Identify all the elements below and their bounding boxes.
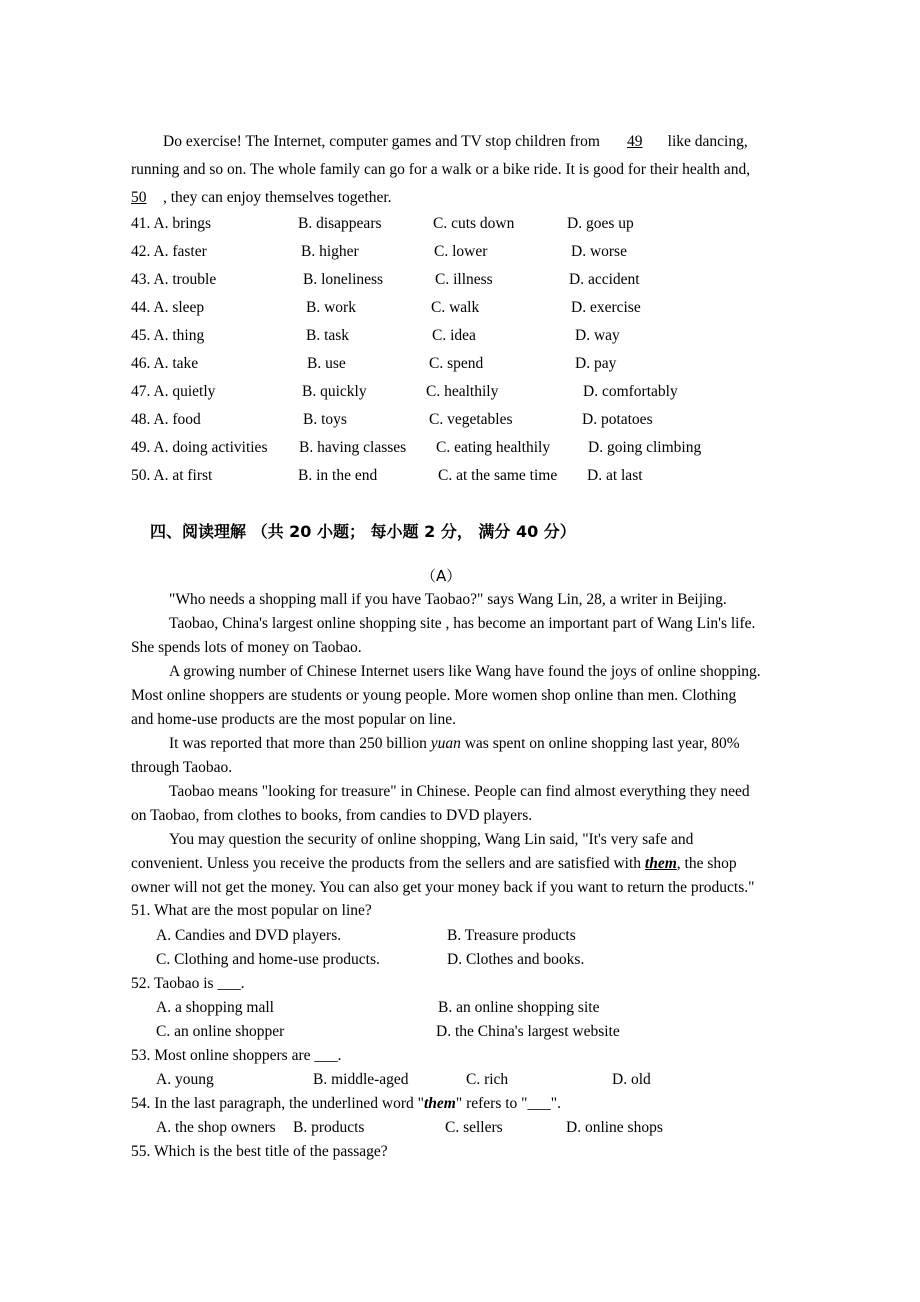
passage-text: It was reported that more than 250 billion [169,735,427,752]
passage-text: convenient. Unless you receive the products from the sellers and are satisfied with [131,855,642,872]
q52-d: D. the China's largest website [436,1023,620,1040]
q54-b: B. products [293,1119,365,1136]
q51-d: D. Clothes and books. [447,951,585,968]
section-heading: 四、阅读理解 （共 20 小题； 每小题 2 分， 满分 40 分） [150,522,576,541]
q53-stem: 53. Most online shoppers are ___. [131,1047,342,1064]
q48-d: D. potatoes [582,411,653,428]
q46-d: D. pay [575,355,617,372]
q51-c: C. Clothing and home-use products. [156,951,380,968]
passage-line: Taobao, China's largest online shopping site , has become an important part of Wang Lin's life. [169,615,756,632]
q50-a: 50. A. at first [131,467,213,484]
passage-line: You may question the security of online shopping, Wang Lin said, "It's very safe and [169,831,694,848]
q50-d: D. at last [587,467,643,484]
q43-c: C. illness [435,271,493,288]
q41-d: D. goes up [567,215,634,232]
passage-line: through Taobao. [131,759,233,776]
q53-d: D. old [612,1071,651,1088]
underlined-word-them: them [644,855,677,872]
q52-b: B. an online shopping site [438,999,600,1016]
passage-line [131,852,796,876]
q44-a: 44. A. sleep [131,299,205,316]
q41-a: 41. A. brings [131,215,212,232]
q42-a: 42. A. faster [131,243,207,260]
passage-text: was spent on online shopping last year, 80% [464,735,740,752]
blank-49: 49 [627,133,643,150]
q52-a: A. a shopping mall [156,999,274,1016]
passage-a [131,588,796,900]
cloze-line-3 [131,187,392,209]
q49-c: C. eating healthily [436,439,551,456]
q54-them-word: them [424,1095,456,1112]
passage-line [131,732,796,756]
passage-line: and home-use products are the most popular on line. [131,711,456,728]
q54-stem-text: 54. In the last paragraph, the underlined word " [131,1095,424,1112]
q49-a: 49. A. doing activities [131,439,268,456]
passage-line: She spends lots of money on Taobao. [131,639,362,656]
q47-a: 47. A. quietly [131,383,216,400]
passage-line: Taobao means "looking for treasure" in Chinese. People can find almost everything they need [169,783,750,800]
passage-line: "Who needs a shopping mall if you have Taobao?" says Wang Lin, 28, a writer in Beijing. [169,591,727,608]
cloze-line-1 [163,131,748,153]
cloze-text: like dancing, [667,133,748,150]
cloze-text: running and so on. The whole family can go for a walk or a bike ride. It is good for their health and, [131,161,751,178]
q49-b: B. having classes [299,439,407,456]
q53-c: C. rich [466,1071,509,1088]
passage-line: Most online shoppers are students or young people. More women shop online than men. Clothing [131,687,737,704]
q49-d: D. going climbing [588,439,702,456]
blank-50: 50 [131,189,147,206]
q53-a: A. young [156,1071,214,1088]
q42-d: D. worse [571,243,627,260]
q43-d: D. accident [569,271,640,288]
q55-stem: 55. Which is the best title of the passage? [131,1143,388,1160]
passage-text: , the shop [676,855,737,872]
q46-c: C. spend [429,355,484,372]
q51-a: A. Candies and DVD players. [156,927,342,944]
q51-stem: 51. What are the most popular on line? [131,902,372,919]
q50-b: B. in the end [298,467,378,484]
q44-c: C. walk [431,299,480,316]
cloze-text: Do exercise! The Internet, computer games and TV stop children from [163,133,600,150]
q48-c: C. vegetables [429,411,513,428]
passage-line: owner will not get the money. You can also get your money back if you want to return the products." [131,879,755,896]
q53-b: B. middle-aged [313,1071,409,1088]
q43-b: B. loneliness [303,271,384,288]
q54-stem [131,1095,561,1113]
q47-b: B. quickly [302,383,367,400]
q48-b: B. toys [303,411,347,428]
q45-d: D. way [575,327,620,344]
q54-c: C. sellers [445,1119,503,1136]
q46-a: 46. A. take [131,355,199,372]
q52-stem: 52. Taobao is ___. [131,975,245,992]
q47-d: D. comfortably [583,383,678,400]
q44-d: D. exercise [571,299,641,316]
q43-a: 43. A. trouble [131,271,217,288]
q44-b: B. work [306,299,356,316]
q54-d: D. online shops [566,1119,663,1136]
q54-stem-text: " refers to "___". [455,1095,561,1112]
passage-line: A growing number of Chinese Internet users like Wang have found the joys of online shopping. [169,663,761,680]
passage-line: on Taobao, from clothes to books, from candies to DVD players. [131,807,533,824]
q48-a: 48. A. food [131,411,201,428]
q45-c: C. idea [432,327,476,344]
q42-c: C. lower [434,243,488,260]
q41-c: C. cuts down [433,215,515,232]
passage-label: （A） [421,567,462,585]
q47-c: C. healthily [426,383,499,400]
q41-b: B. disappears [298,215,382,232]
q46-b: B. use [307,355,346,372]
yuan-word: yuan [430,735,461,752]
cloze-text: , they can enjoy themselves together. [163,189,392,206]
q45-b: B. task [306,327,350,344]
q45-a: 45. A. thing [131,327,205,344]
q50-c: C. at the same time [438,467,558,484]
q42-b: B. higher [301,243,359,260]
q52-c: C. an online shopper [156,1023,285,1040]
q54-a: A. the shop owners [156,1119,276,1136]
q51-b: B. Treasure products [447,927,576,944]
cloze-line-2 [131,159,750,181]
